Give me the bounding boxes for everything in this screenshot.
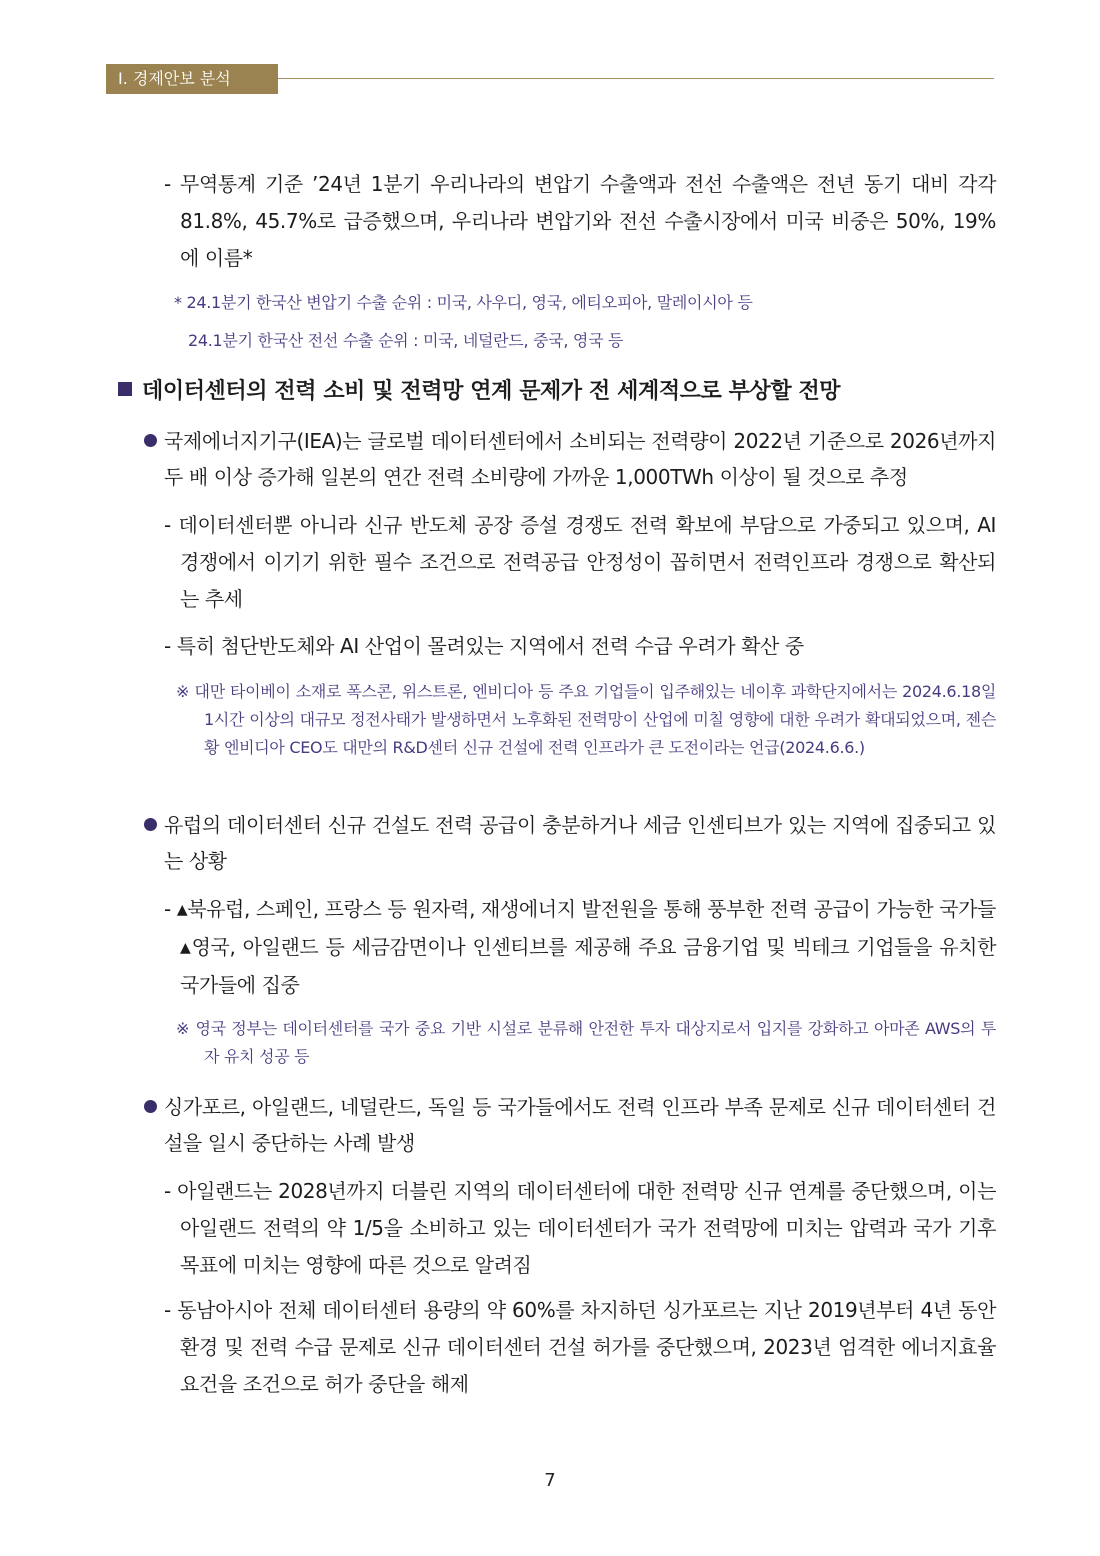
- circle-bullet-icon: [144, 1100, 157, 1113]
- page-number: 7: [544, 1470, 556, 1491]
- bullet-text: 유럽의 데이터센터 신규 건설도 전력 공급이 충분하거나 세금 인센티브가 있는 지역에 집중되고 있는 상황: [164, 813, 996, 873]
- section-header-tab: [106, 64, 278, 94]
- section-header-label: Ⅰ. 경제안보 분석: [118, 69, 231, 88]
- reference-note: ※ 대만 타이베이 소재로 폭스콘, 위스트론, 엔비디아 등 주요 기업들이 입주해있는 네이후 과학단지에서는 2024.6.18일 1시간 이상의 대규모 정전사태가 발생하면서 노후화된 전력망이 산업에 미칠 영향에 대한 우려가 확대되었으며, 젠슨 황 엔비디아 CEO도 대만의 R&D센터 신규 건설에 전력 인프라가 큰 도전이라는 언급(2024.6.6.): [176, 682, 996, 757]
- triangle-bullet-icon: ▲: [180, 940, 192, 956]
- bullet-item-3: [144, 1089, 996, 1161]
- square-bullet-icon: [118, 382, 132, 396]
- triangle-bullet-icon: ▲: [176, 902, 188, 918]
- reference-note: ※ 영국 정부는 데이터센터를 국가 중요 기반 시설로 분류해 안전한 투자 대상지로서 입지를 강화하고 아마존 AWS의 투자 유치 성공 등: [176, 1019, 996, 1066]
- bullet-item-1: [144, 423, 996, 495]
- header-rule: [278, 78, 994, 79]
- dash-item: - 아일랜드는 2028년까지 더블린 지역의 데이터센터에 대한 전력망 신규 연계를 중단했으며, 이는 아일랜드 전력의 약 1/5을 소비하고 있는 데이터센터가 국가 전력망에 미치는 압력과 국가 기후목표에 미치는 영향에 따른 것으로 알려짐: [164, 1179, 996, 1277]
- section-heading: [118, 376, 998, 408]
- dash-item: - ▲북유럽, 스페인, 프랑스 등 원자력, 재생에너지 발전원을 통해 풍부한 전력 공급이 가능한 국가들 ▲영국, 아일랜드 등 세금감면이나 인센티브를 제공해 주요 금융기업 및 빅테크 기업들을 유치한 국가들에 집중: [164, 897, 996, 997]
- section-title: 데이터센터의 전력 소비 및 전력망 연계 문제가 전 세계적으로 부상할 전망: [142, 379, 841, 404]
- dash-item: - 동남아시아 전체 데이터센터 용량의 약 60%를 차지하던 싱가포르는 지난 2019년부터 4년 동안 환경 및 전력 수급 문제로 신규 데이터센터 건설 허가를 중단했으며, 2023년 엄격한 에너지효율 요건을 조건으로 허가 중단을 해제: [164, 1298, 996, 1396]
- circle-bullet-icon: [144, 434, 157, 447]
- bullet-text: 국제에너지기구(IEA)는 글로벌 데이터센터에서 소비되는 전력량이 2022년 기준으로 2026년까지 두 배 이상 증가해 일본의 연간 전력 소비량에 가까운 1,000TWh 이상이 될 것으로 추정: [164, 429, 996, 489]
- bullet-item-2: [144, 807, 996, 879]
- dash-item: - 데이터센터뿐 아니라 신규 반도체 공장 증설 경쟁도 전력 확보에 부담으로 가중되고 있으며, AI 경쟁에서 이기기 위한 필수 조건으로 전력공급 안정성이 꼽히면서 전력인프라 경쟁으로 확산되는 추세: [164, 513, 996, 611]
- intro-footnote-1: * 24.1분기 한국산 변압기 수출 순위 : 미국, 사우디, 영국, 에티오피아, 말레이시아 등: [174, 293, 753, 312]
- bullet-text: 싱가포르, 아일랜드, 네덜란드, 독일 등 국가들에서도 전력 인프라 부족 문제로 신규 데이터센터 건설을 일시 중단하는 사례 발생: [164, 1095, 996, 1155]
- dash-item: - 특히 첨단반도체와 AI 산업이 몰려있는 지역에서 전력 수급 우려가 확산 중: [164, 634, 804, 658]
- circle-bullet-icon: [144, 818, 157, 831]
- intro-dash-item: - 무역통계 기준 ’24년 1분기 우리나라의 변압기 수출액과 전선 수출액은 전년 동기 대비 각각 81.8%, 45.7%로 급증했으며, 우리나라 변압기와 전선 수출시장에서 미국 비중은 50%, 19%에 이름*: [164, 172, 996, 270]
- intro-footnote-2: 24.1분기 한국산 전선 수출 순위 : 미국, 네덜란드, 중국, 영국 등: [188, 331, 624, 350]
